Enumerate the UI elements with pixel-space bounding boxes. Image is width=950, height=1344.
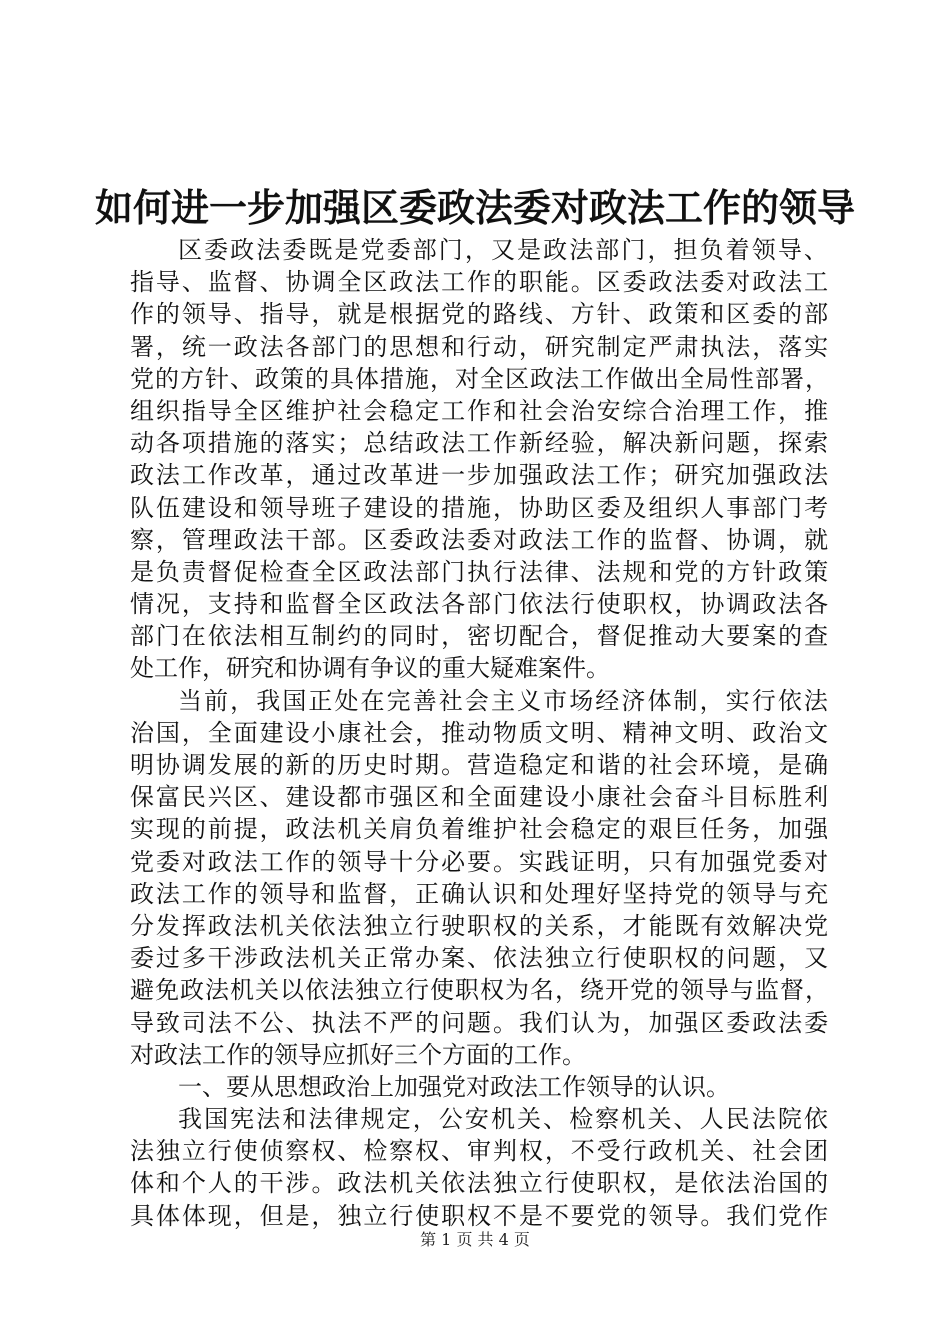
body-line: 部门在依法相互制约的同时，密切配合，督促推动大要案的查: [130, 622, 830, 651]
body-line: 察，管理政法干部。区委政法委对政法工作的监督、协调，就: [130, 525, 830, 554]
body-line: 具体体现，但是，独立行使职权不是不要党的领导。我们党作: [130, 1201, 830, 1230]
body-line: 我国宪法和法律规定，公安机关、检察机关、人民法院依: [178, 1105, 830, 1134]
body-line: 保富民兴区、建设都市强区和全面建设小康社会奋斗目标胜利: [130, 783, 830, 812]
body-line: 党委对政法工作的领导十分必要。实践证明，只有加强党委对: [130, 847, 830, 876]
body-line: 组织指导全区维护社会稳定工作和社会治安综合治理工作，推: [130, 396, 830, 425]
body-line: 委过多干涉政法机关正常办案、依法独立行使职权的问题，又: [130, 944, 830, 973]
body-line: 党的方针、政策的具体措施，对全区政法工作做出全局性部署，: [130, 364, 830, 393]
body-line: 当前，我国正处在完善社会主义市场经济体制，实行依法: [178, 686, 830, 715]
body-line: 队伍建设和领导班子建设的措施，协助区委及组织人事部门考: [130, 493, 830, 522]
body-line: 一、要从思想政治上加强党对政法工作领导的认识。: [178, 1072, 730, 1101]
body-line: 实现的前提，政法机关肩负着维护社会稳定的艰巨任务，加强: [130, 815, 830, 844]
body-line: 是负责督促检查全区政法部门执行法律、法规和党的方针政策: [130, 557, 830, 586]
body-line: 署，统一政法各部门的思想和行动，研究制定严肃执法，落实: [130, 332, 830, 361]
body-line: 治国，全面建设小康社会，推动物质文明、精神文明、政治文: [130, 718, 830, 747]
body-line: 体和个人的干涉。政法机关依法独立行使职权，是依法治国的: [130, 1169, 830, 1198]
body-line: 避免政法机关以依法独立行使职权为名，绕开党的领导与监督，: [130, 976, 830, 1005]
body-line: 分发挥政法机关依法独立行驶职权的关系，才能既有效解决党: [130, 911, 830, 940]
body-line: 导致司法不公、执法不严的问题。我们认为，加强区委政法委: [130, 1008, 830, 1037]
body-line: 指导、监督、协调全区政法工作的职能。区委政法委对政法工: [130, 268, 830, 297]
body-line: 区委政法委既是党委部门，又是政法部门，担负着领导、: [178, 236, 830, 264]
body-line: 法独立行使侦察权、检察权、审判权，不受行政机关、社会团: [130, 1137, 830, 1166]
document-body: [130, 234, 830, 1232]
body-line: 作的领导、指导，就是根据党的路线、方针、政策和区委的部: [130, 300, 830, 329]
body-line: 明协调发展的新的历史时期。营造稳定和谐的社会环境，是确: [130, 751, 830, 779]
body-line: 政法工作的领导和监督，正确认识和处理好坚持党的领导与充: [130, 879, 830, 908]
body-line: 情况，支持和监督全区政法各部门依法行使职权，协调政法各: [130, 590, 830, 619]
body-line: 处工作，研究和协调有争议的重大疑难案件。: [130, 654, 610, 683]
document-title: 如何进一步加强区委政法委对政法工作的领导: [94, 185, 855, 230]
body-line: 动各项措施的落实；总结政法工作新经验，解决新问题，探索: [130, 429, 830, 458]
page-footer: 第 1 页 共 4 页: [420, 1230, 530, 1249]
body-line: 对政法工作的领导应抓好三个方面的工作。: [130, 1040, 586, 1069]
body-line: 政法工作改革，通过改革进一步加强政法工作；研究加强政法: [130, 461, 830, 490]
